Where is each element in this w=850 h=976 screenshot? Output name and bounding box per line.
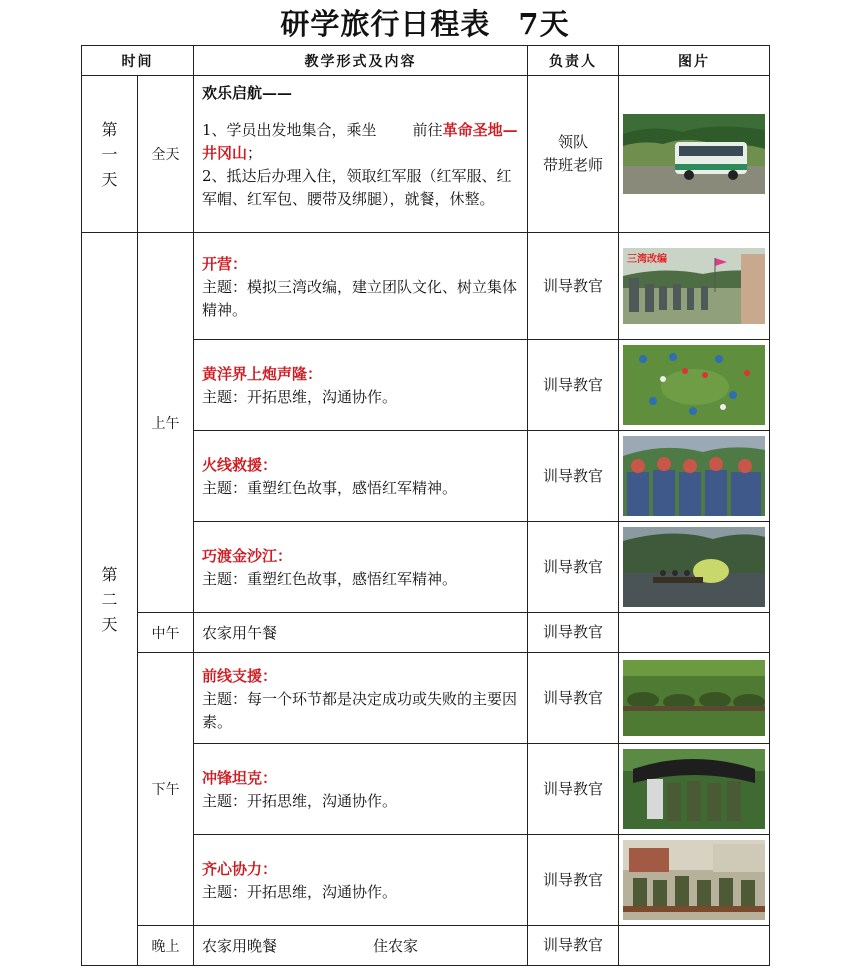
day1-char-2: 一 — [101, 144, 118, 164]
day1-line1-end: ； — [247, 144, 263, 162]
opening-photo — [623, 248, 765, 324]
activity-person: 训导教官 — [528, 431, 619, 522]
tank-charge-photo — [623, 749, 765, 829]
activity-title: 火线救援： — [202, 456, 278, 474]
activity-title: 齐心协力： — [202, 860, 278, 878]
day2-char-3: 天 — [101, 614, 118, 634]
day1-char-1: 第 — [101, 119, 118, 139]
activity-photo-cell — [619, 744, 770, 835]
lodging-text: 住农家 — [373, 937, 419, 955]
header-image: 图片 — [619, 46, 770, 76]
frontline-photo — [623, 660, 765, 736]
day1-person-2: 带班老师 — [542, 156, 603, 174]
activity-person: 训导教官 — [528, 233, 619, 340]
activity-content — [194, 340, 528, 431]
activity-person: 训导教官 — [528, 744, 619, 835]
activity-person: 训导教官 — [528, 340, 619, 431]
header-time: 时间 — [82, 46, 194, 76]
period-afternoon: 下午 — [138, 653, 194, 926]
activity-title: 前线支援： — [202, 666, 278, 685]
activity-row — [82, 233, 770, 340]
activity-content — [194, 835, 528, 926]
day1-line1-mid: 前往 — [412, 121, 443, 139]
bus-photo — [623, 114, 765, 194]
activity-photo-cell — [619, 653, 770, 744]
dinner-content — [194, 926, 528, 966]
lunch-photo-cell — [619, 613, 770, 653]
activity-title: 冲锋坦克： — [202, 769, 278, 787]
day1-line1-pre: 1、学员出发地集合，乘坐 — [202, 121, 377, 139]
activity-person: 训导教官 — [528, 653, 619, 744]
day2-label — [82, 233, 138, 966]
activity-content — [194, 744, 528, 835]
activity-person: 训导教官 — [528, 522, 619, 613]
schedule-table — [81, 45, 770, 966]
day1-period: 全天 — [138, 76, 194, 233]
dinner-person: 训导教官 — [528, 926, 619, 966]
activity-title: 开营： — [202, 254, 248, 273]
dinner-photo-cell — [619, 926, 770, 966]
activity-photo-cell — [619, 431, 770, 522]
day1-content — [194, 76, 528, 233]
activity-desc: 主题：模拟三湾改编，建立团队文化、树立集体精神。 — [202, 277, 518, 319]
title-days: 7天 — [518, 7, 570, 41]
photo-caption: 三湾改编 — [627, 254, 667, 265]
page-title — [0, 2, 850, 43]
period-noon: 中午 — [138, 613, 194, 653]
activity-desc: 主题：重塑红色故事，感悟红军精神。 — [202, 479, 458, 497]
day1-destination: 革命圣地—井冈山 — [202, 121, 518, 162]
activity-content — [194, 522, 528, 613]
activity-content — [194, 431, 528, 522]
river-crossing-photo — [623, 527, 765, 607]
activity-desc: 主题：开拓思维，沟通协作。 — [202, 883, 398, 901]
activity-photo-cell — [619, 340, 770, 431]
day2-char-2: 二 — [101, 589, 118, 609]
activity-photo-cell — [619, 835, 770, 926]
day2-char-1: 第 — [101, 564, 118, 584]
day1-line1 — [202, 119, 519, 165]
activity-desc: 主题：开拓思维，沟通协作。 — [202, 388, 398, 406]
activity-person: 训导教官 — [528, 835, 619, 926]
day1-line2: 2、抵达后办理入住，领取红军服（红军服、红军帽、红军包、腰带及绑腿），就餐，休整。 — [202, 167, 512, 208]
header-row — [82, 46, 770, 76]
activity-desc: 主题：每一个环节都是决定成功或失败的主要因素。 — [202, 689, 518, 731]
day1-row — [82, 76, 770, 233]
header-person: 负责人 — [528, 46, 619, 76]
dinner-text: 农家用晚餐 — [202, 937, 278, 955]
day1-photo-cell — [619, 76, 770, 233]
day1-person-1: 领队 — [557, 133, 588, 151]
rescue-photo — [623, 436, 765, 516]
activity-row — [82, 653, 770, 744]
field-game-photo — [623, 345, 765, 425]
activity-title: 巧渡金沙江： — [202, 547, 293, 565]
day1-person — [528, 76, 619, 233]
lunch-content: 农家用午餐 — [194, 613, 528, 653]
activity-desc: 主题：开拓思维，沟通协作。 — [202, 792, 398, 810]
activity-content — [194, 233, 528, 340]
activity-desc: 主题：重塑红色故事，感悟红军精神。 — [202, 570, 458, 588]
title-text: 研学旅行日程表 — [280, 7, 491, 41]
header-content: 教学形式及内容 — [194, 46, 528, 76]
day1-label — [82, 76, 138, 233]
day1-heading: 欢乐启航—— — [202, 84, 293, 102]
activity-photo-cell — [619, 522, 770, 613]
teamwork-photo — [623, 840, 765, 920]
activity-photo-cell — [619, 233, 770, 340]
activity-title: 黄洋界上炮声隆： — [202, 365, 323, 383]
dinner-row — [82, 926, 770, 966]
period-morning: 上午 — [138, 233, 194, 613]
period-evening: 晚上 — [138, 926, 194, 966]
lunch-row — [82, 613, 770, 653]
activity-content — [194, 653, 528, 744]
day1-char-3: 天 — [101, 169, 118, 189]
lunch-person: 训导教官 — [528, 613, 619, 653]
